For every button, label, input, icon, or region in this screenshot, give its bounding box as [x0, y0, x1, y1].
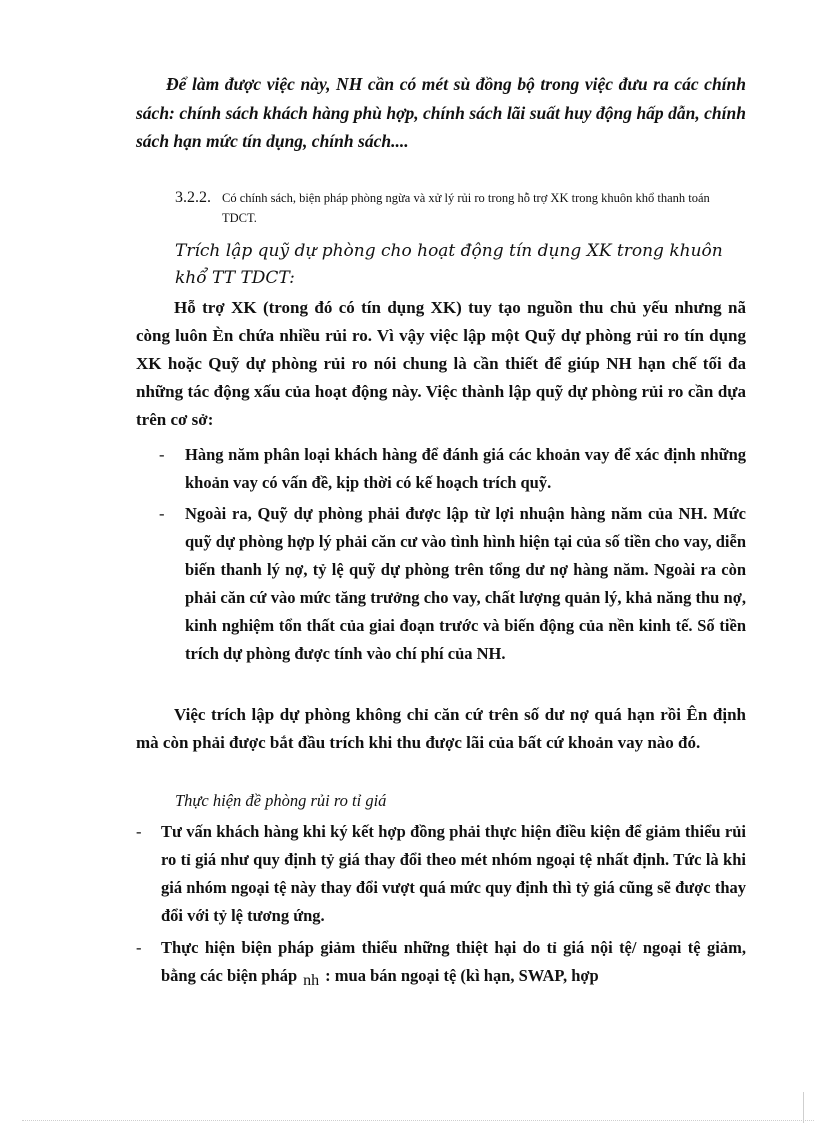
paragraph-reserve-timing: Việc trích lập dự phòng không chỉ căn cứ trên số dư nợ quá hạn rồi Ên định mà còn phải được bắt đầu trích khi thu được lãi của bất cứ khoản vay nào đó.: [136, 705, 746, 752]
list-item-text: Hàng năm phân loại khách hàng để đánh giá các khoản vay để xác định những khoản vay có vấn đề, kịp thời có kế hoạch trích quỹ.: [185, 445, 746, 492]
list-item: [136, 500, 746, 668]
list-item: [136, 934, 746, 991]
list-item-text: Ngoài ra, Quỹ dự phòng phải được lập từ lợi nhuận hàng năm của NH. Mức quỹ dự phòng hợp lý phải căn cư vào tình hình hiện tại của số tiền cho vay, diễn biến thanh lý nợ, tỷ lệ quỹ dự phòng trên tổng dư nợ hàng năm. Ngoài ra còn phải căn cứ vào mức tăng trưởng cho vay, chất lượng quản lý, khả năng thu nợ, kinh nghiệm tổn thất của giai đoạn trước và biến động của nền kinh tế. Số tiền trích dự phòng được tính vào chí phí của NH.: [185, 504, 746, 663]
list-item-text-continued: : mua bán ngoại tệ (kì hạn, SWAP, hợp: [325, 966, 599, 985]
list-bullet: -: [136, 822, 142, 841]
section-title: Có chính sách, biện pháp phòng ngừa và xử lý rủi ro trong hỗ trợ XK trong khuôn khổ thanh toán TDCT.: [222, 191, 710, 225]
inline-fragment: nh: [303, 972, 320, 989]
list-item-text: Thực hiện biện pháp giảm thiểu những thiệt hại do tỉ giá nội tệ/ ngoại tệ giảm, bằng các biện pháp: [161, 938, 746, 985]
list-bullet: -: [136, 938, 142, 957]
list-bullet: -: [159, 504, 165, 523]
subheading-fx-risk: Thực hiện đề phòng rủi ro tỉ giá: [175, 791, 387, 810]
list-item: [136, 818, 746, 930]
list-item-text: Tư vấn khách hàng khi ký kết hợp đồng phải thực hiện điều kiện để giảm thiểu rủi ro tỉ giá như quy định tỷ giá thay đổi theo mét nhóm ngoại tệ nhất định. Tức là khi giá nhóm ngoại tệ này thay đổi vượt quá mức quy định thì tỷ giá cũng sẽ được thay đổi với tỷ lệ tương ứng.: [161, 822, 746, 925]
intro-paragraph: Để làm được việc này, NH cần có mét sù đồng bộ trong việc đưu ra các chính sách: chính sách khách hàng phù hợp, chính sách lãi suất huy động hấp dẫn, chính sách hạn mức tín dụng, chính sách....: [136, 74, 746, 151]
subheading-reserve-fund: Trích lập quỹ dự phòng cho hoạt động tín dụng XK trong khuôn khổ TT TDCT:: [175, 241, 723, 288]
page-bottom-border: [22, 1120, 814, 1121]
list-bullet: -: [159, 445, 165, 464]
list-item: [136, 441, 746, 497]
section-heading: [175, 188, 747, 228]
section-number: 3.2.2.: [175, 189, 211, 206]
paragraph-reserve-fund: Hỗ trợ XK (trong đó có tín dụng XK) tuy tạo nguồn thu chủ yếu nhưng nã còng luôn Èn chứa nhiều rủi ro. Vì vậy việc lập một Quỹ dự phòng rủi ro tín dụng XK hoặc Quỹ dự phòng rủi ro nói chung là cần thiết để giúp NH hạn chế tối đa những tác động xấu của hoạt động này. Việc thành lập quỹ dự phòng rủi ro cần dựa trên cơ sở:: [136, 298, 746, 429]
page-corner-mark: [803, 1092, 804, 1123]
reserve-fund-list: [136, 441, 746, 671]
fx-risk-list: [136, 818, 746, 995]
